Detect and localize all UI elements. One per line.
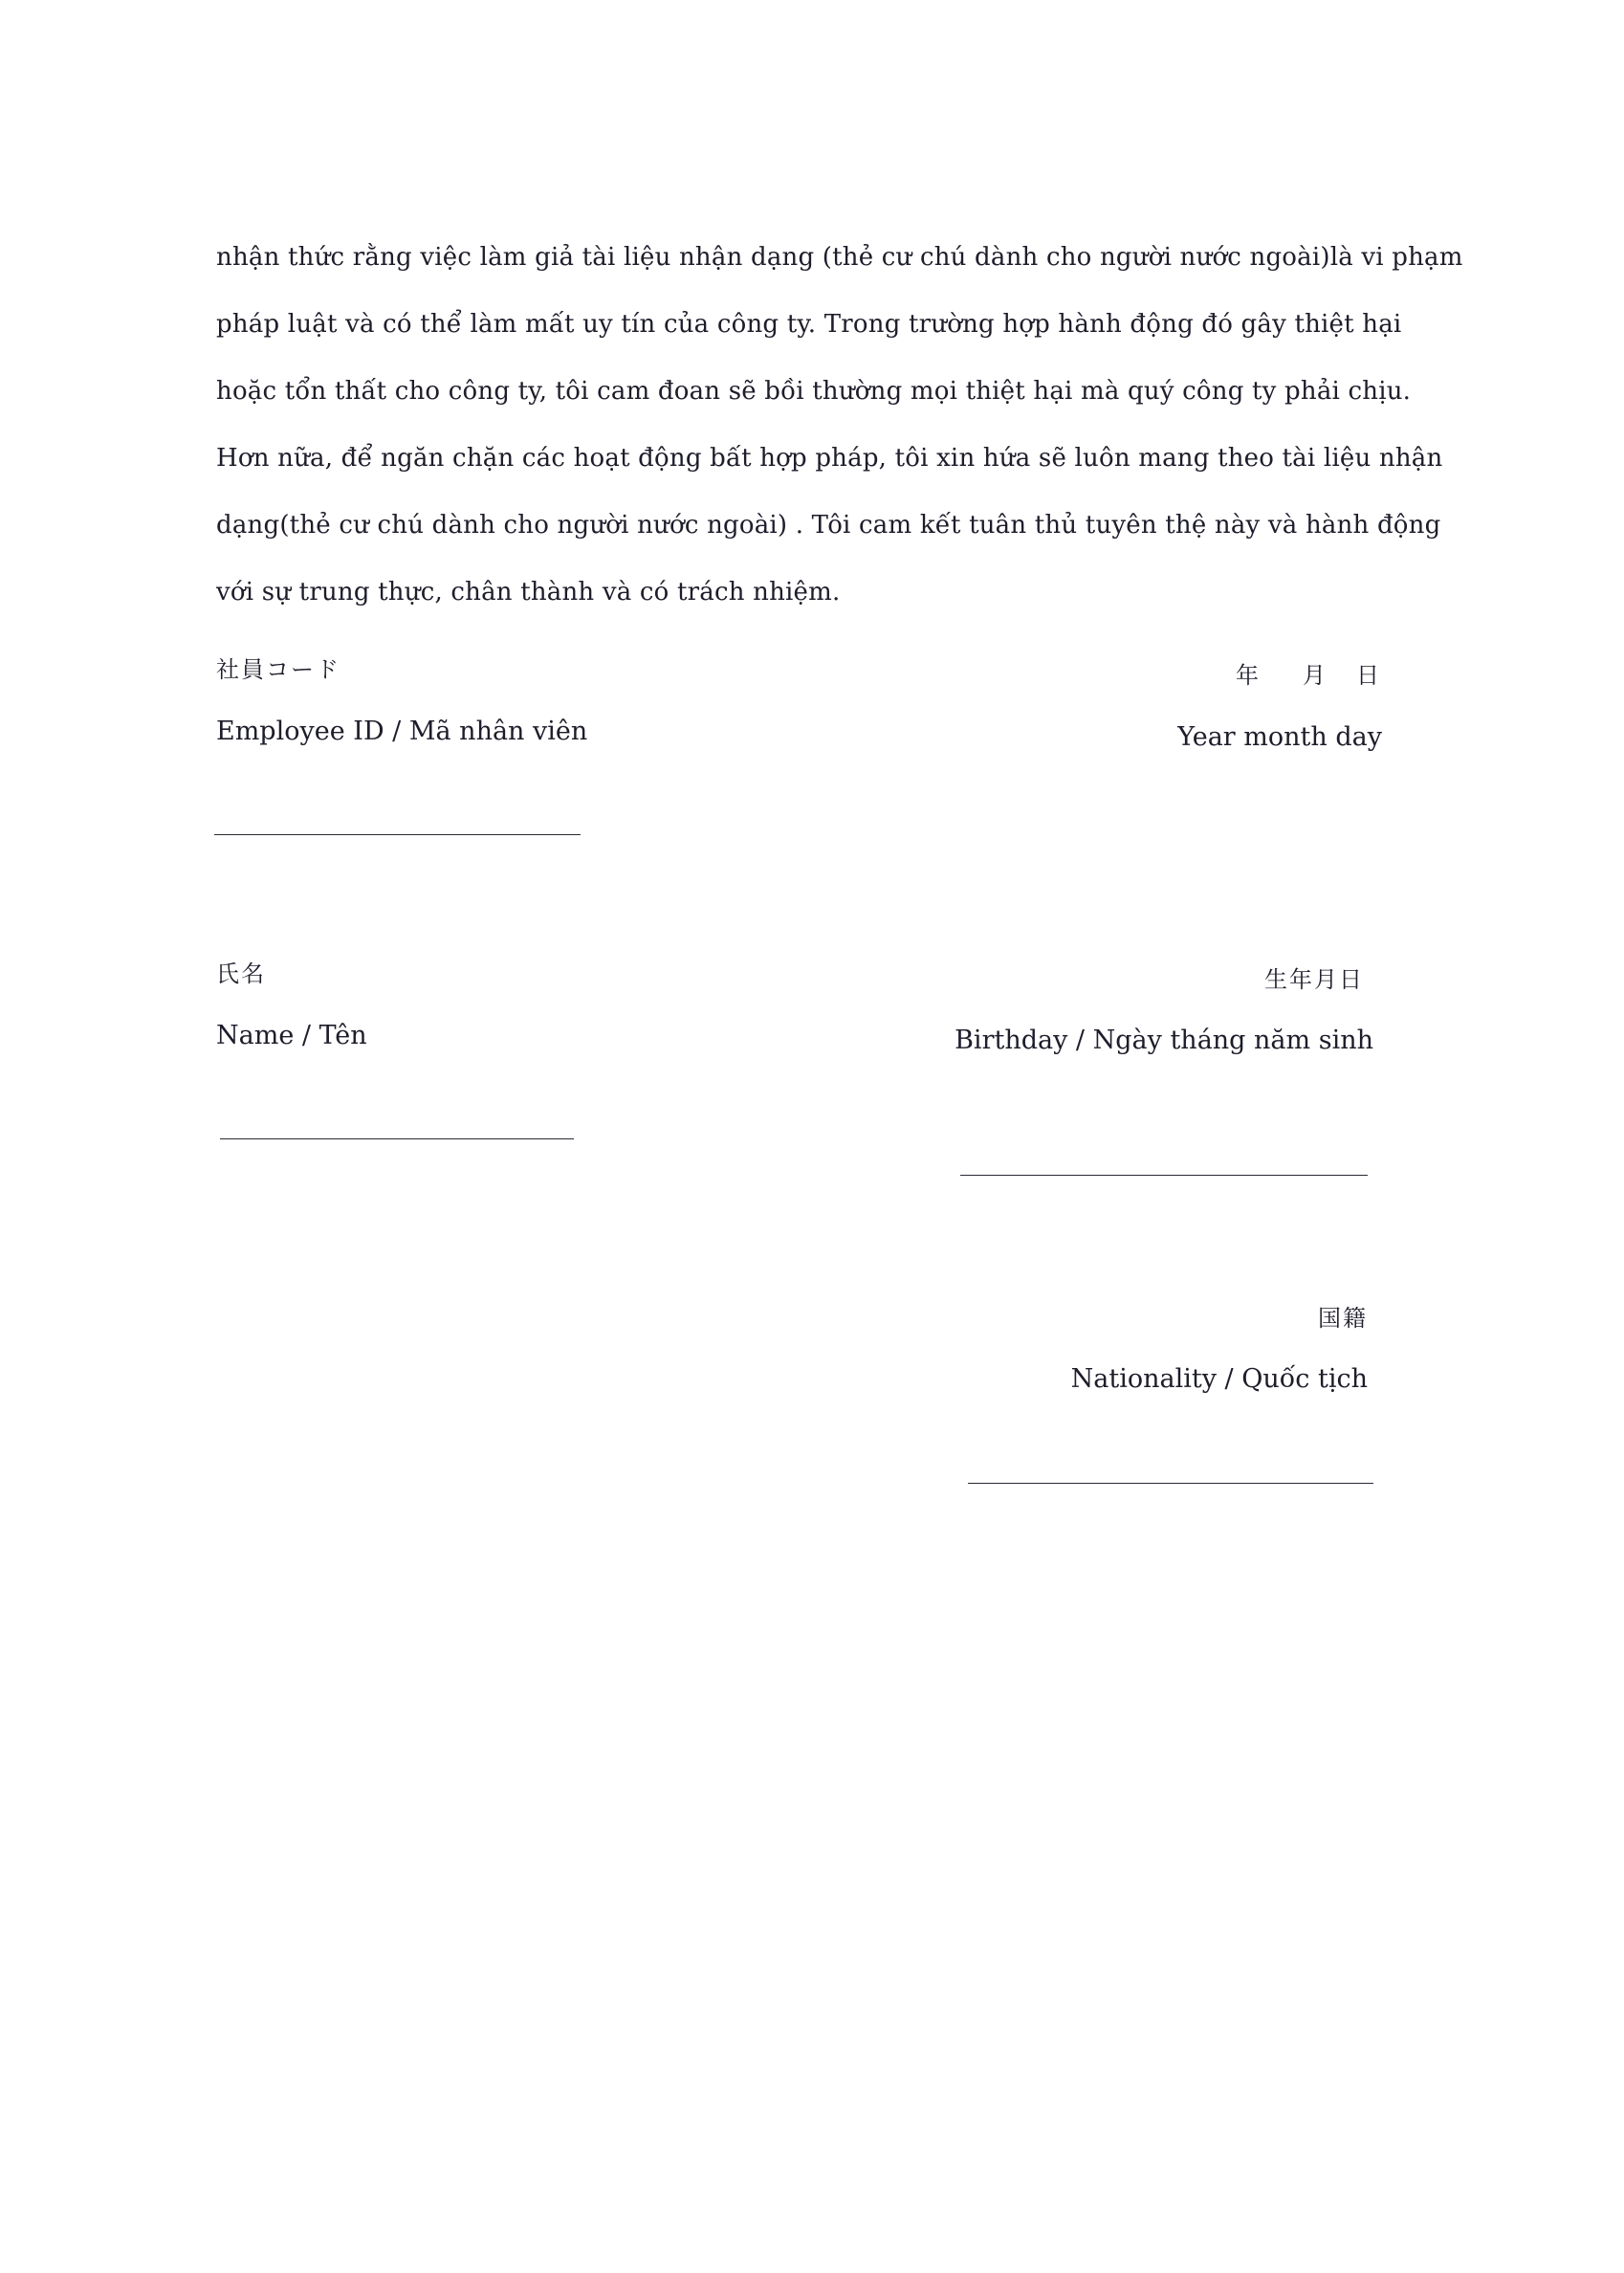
name-label-en: Name / Tên (216, 1021, 367, 1050)
paragraph-line: với sự trung thực, chân thành và có trách nhiệm. (216, 578, 841, 607)
paragraph-line: pháp luật và có thể làm mất uy tín của công ty. Trong trường hợp hành động đó gây thiệt hại (216, 310, 1402, 339)
paragraph-line: hoặc tổn thất cho công ty, tôi cam đoan sẽ bồi thường mọi thiệt hại mà quý công ty phải chịu. (216, 377, 1412, 406)
paragraph-line: nhận thức rằng việc làm giả tài liệu nhận dạng (thẻ cư chú dành cho người nước ngoài)là vi phạm (216, 243, 1463, 272)
nationality-label-en: Nationality / Quốc tịch (1070, 1364, 1368, 1394)
employee-id-signature-line[interactable] (214, 834, 581, 835)
paragraph-line: dạng(thẻ cư chú dành cho người nước ngoài) . Tôi cam kết tuân thủ tuyên thệ này và hành động (216, 511, 1441, 540)
date-label-en: Year month day (1177, 722, 1382, 752)
birthday-label-jp: 生年月日 (1264, 966, 1364, 993)
paragraph-line: Hơn nữa, để ngăn chặn các hoạt động bất hợp pháp, tôi xin hứa sẽ luôn mang theo tài liệu nhận (216, 444, 1443, 473)
employee-id-label-en: Employee ID / Mã nhân viên (216, 717, 588, 746)
birthday-signature-line[interactable] (960, 1175, 1368, 1176)
month-label-jp: 月 (1303, 662, 1326, 689)
employee-id-label-jp: 社員コード (216, 656, 340, 683)
name-signature-line[interactable] (220, 1138, 574, 1139)
birthday-label-en: Birthday / Ngày tháng năm sinh (955, 1026, 1373, 1055)
nationality-signature-line[interactable] (968, 1483, 1373, 1484)
name-label-jp: 氏名 (216, 960, 266, 987)
year-label-jp: 年 (1236, 662, 1259, 689)
day-label-jp: 日 (1356, 662, 1379, 689)
nationality-label-jp: 国籍 (1318, 1305, 1368, 1332)
